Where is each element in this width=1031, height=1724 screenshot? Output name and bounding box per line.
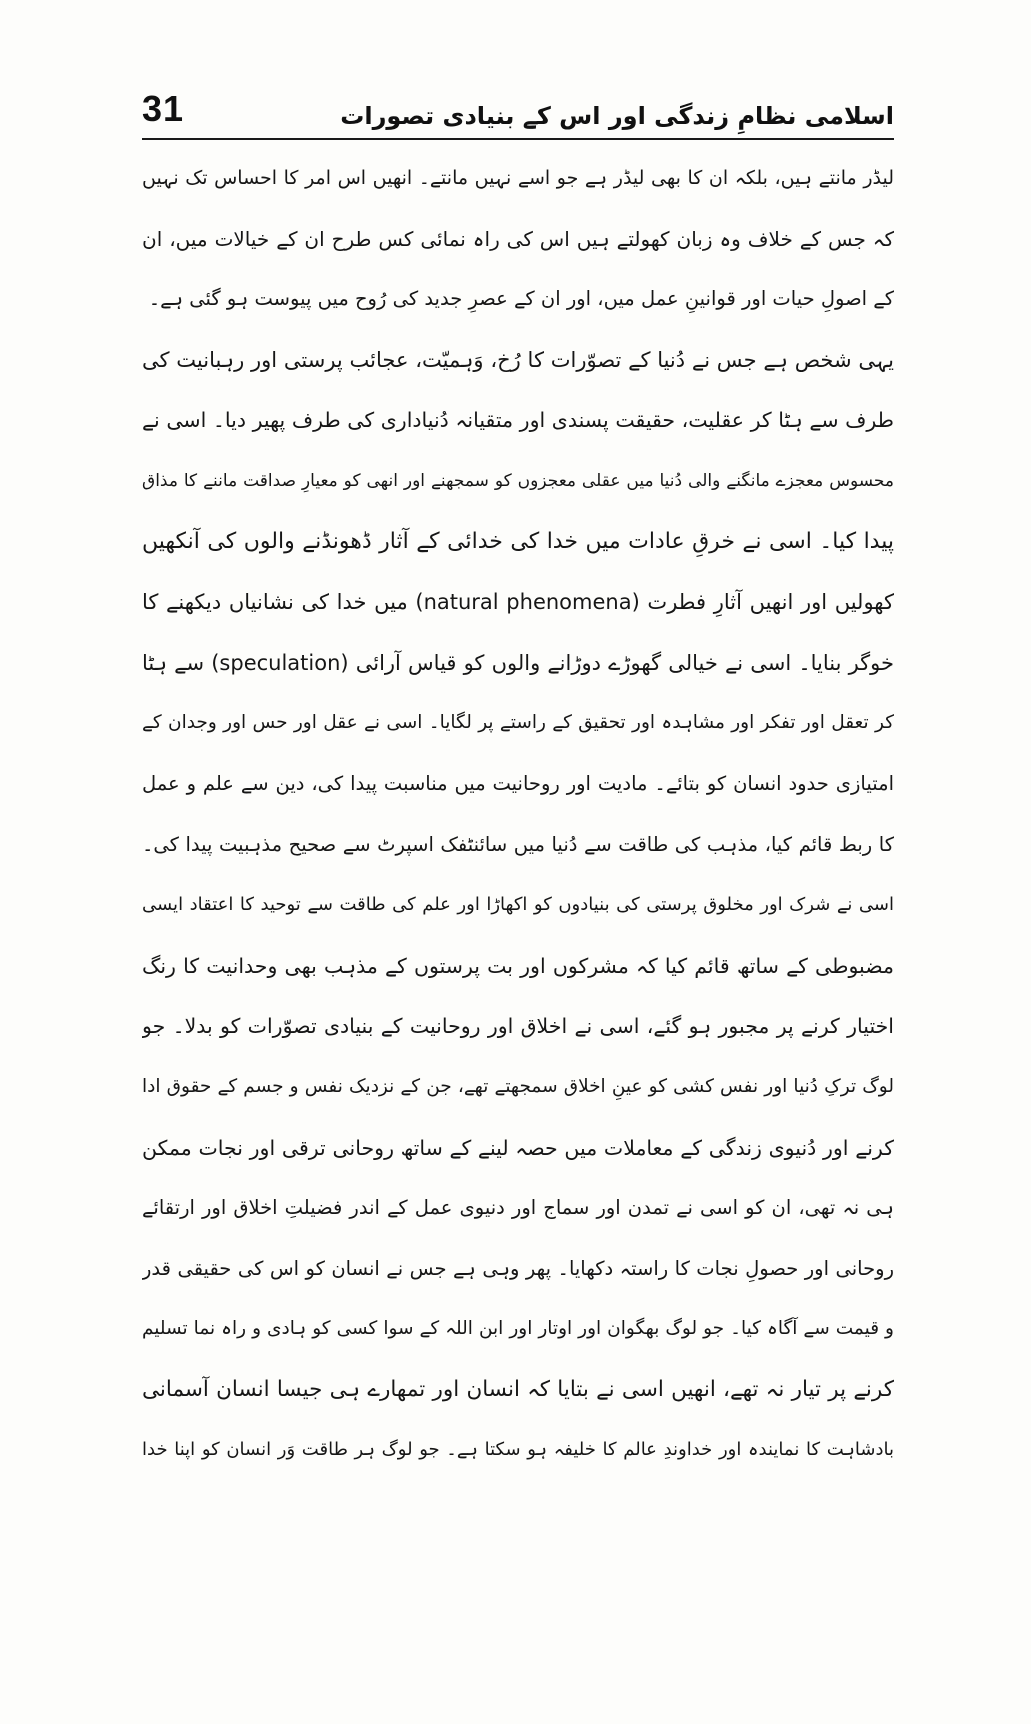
text-line: امتیازی حدود انسان کو بتائے۔ مادیت اور روحانیت میں مناسبت پیدا کی، دین سے علم و عمل bbox=[142, 771, 894, 795]
text-line: کے اصولِ حیات اور قوانینِ عمل میں، اور ان کے عصرِ جدید کی رُوح میں پیوست ہو گئی ہے۔ bbox=[148, 287, 894, 311]
text-line: اختیار کرنے پر مجبور ہو گئے، اسی نے اخلاق اور روحانیت کے بنیادی تصوّرات کو بدلا۔ جو bbox=[142, 1014, 894, 1039]
text-line: یہی شخص ہے جس نے دُنیا کے تصوّرات کا رُخ، وَہمیّت، عجائب پرستی اور رہبانیت کی bbox=[142, 347, 894, 372]
text-line: طرف سے ہٹا کر عقلیت، حقیقت پسندی اور متقیانہ دُنیاداری کی طرف پھیر دیا۔ اسی نے bbox=[142, 408, 894, 433]
text-line: محسوس معجزے مانگنے والی دُنیا میں عقلی معجزوں کو سمجھنے اور انھی کو معیارِ صداقت ماننے کا مذاق bbox=[142, 470, 894, 491]
page-header bbox=[142, 78, 894, 140]
page-number: 31 bbox=[142, 88, 185, 129]
text-line: کرنے پر تیار نہ تھے، انھیں اسی نے بتایا کہ انسان اور تمھارے ہی جیسا انسان آسمانی bbox=[142, 1376, 894, 1402]
text-line: لوگ ترکِ دُنیا اور نفس کشی کو عینِ اخلاق سمجھتے تھے، جن کے نزدیک نفس و جسم کے حقوق ادا bbox=[142, 1075, 894, 1097]
text-line: کر تعقل اور تفکر اور مشاہدہ اور تحقیق کے راستے پر لگایا۔ اسی نے عقل اور حس اور وجدان کے bbox=[142, 712, 894, 734]
text-line: لیڈر مانتے ہیں، بلکہ ان کا بھی لیڈر ہے جو اسے نہیں مانتے۔ انھیں اس امر کا احساس تک نہیں bbox=[142, 167, 894, 189]
text-line: و قیمت سے آگاہ کیا۔ جو لوگ بھگوان اور اوتار اور ابن اللہ کے سوا کسی کو ہادی و راہ نما تسلیم bbox=[142, 1318, 894, 1340]
text-line: کھولیں اور انھیں آثارِ فطرت (natural phenomena) میں خدا کی نشانیاں دیکھنے کا bbox=[142, 590, 894, 615]
text-line: بادشاہت کا نمایندہ اور خداوندِ عالم کا خلیفہ ہو سکتا ہے۔ جو لوگ ہر طاقت وَر انسان کو اپنا خدا bbox=[142, 1439, 894, 1461]
text-line: مضبوطی کے ساتھ قائم کیا کہ مشرکوں اور بت پرستوں کے مذہب بھی وحدانیت کا رنگ bbox=[142, 953, 894, 978]
body-text bbox=[142, 148, 894, 1481]
text-line: اسی نے شرک اور مخلوق پرستی کی بنیادوں کو اکھاڑا اور علم کی طاقت سے توحید کا اعتقاد ایسی bbox=[142, 894, 894, 916]
text-line: خوگر بنایا۔ اسی نے خیالی گھوڑے دوڑانے والوں کو قیاس آرائی (speculation) سے ہٹا bbox=[142, 650, 894, 675]
text-line: روحانی اور حصولِ نجات کا راستہ دکھایا۔ پھر وہی ہے جس نے انسان کو اس کی حقیقی قدر bbox=[142, 1256, 894, 1280]
text-line: کہ جس کے خلاف وہ زبان کھولتے ہیں اس کی راہ نمائی کس طرح ان کے خیالات میں، ان bbox=[142, 226, 894, 251]
running-title: اسلامی نظامِ زندگی اور اس کے بنیادی تصورات bbox=[340, 102, 894, 130]
text-line: کا ربط قائم کیا، مذہب کی طاقت سے دُنیا میں سائنٹفک اسپرٹ سے صحیح مذہبیت پیدا کی۔ bbox=[142, 832, 894, 856]
text-line: ہی نہ تھی، ان کو اسی نے تمدن اور سماج اور دنیوی عمل کے اندر فضیلتِ اخلاق اور ارتقائے bbox=[142, 1196, 894, 1220]
text-line: کرنے اور دُنیوی زندگی کے معاملات میں حصہ لینے کے ساتھ روحانی ترقی اور نجات ممکن bbox=[142, 1135, 894, 1160]
text-line: پیدا کیا۔ اسی نے خرقِ عادات میں خدا کی خدائی کے آثار ڈھونڈنے والوں کی آنکھیں bbox=[142, 528, 894, 554]
